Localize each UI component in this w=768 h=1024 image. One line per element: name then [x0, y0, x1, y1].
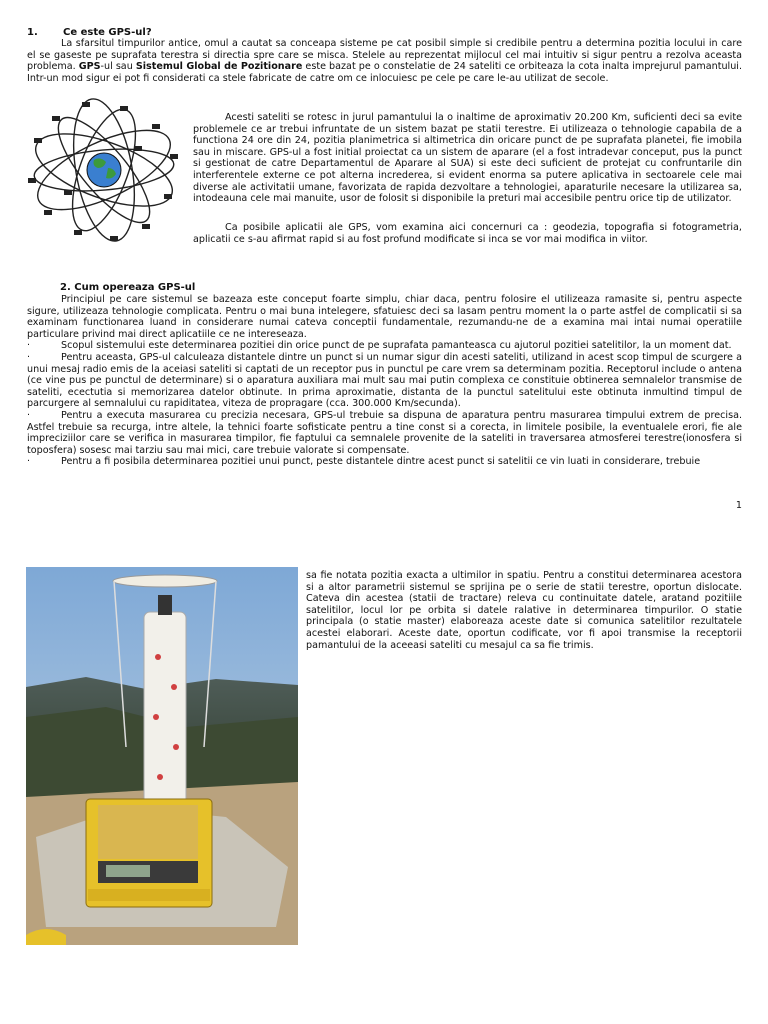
section-1-title: Ce este GPS-ul? [63, 27, 152, 38]
page-number: 1 [735, 500, 742, 511]
section-1-heading [27, 27, 152, 38]
list-item: · Pentru aceasta, GPS-ul calculeaza distantele dintre un punct si un numar sigur din acesti sateliti, utilizand in acest scop timpul de scurgere a unui mesaj radio emis de la aceiasi sateliti si captati de un receptor pus in punctul pe care vrem sa determinam pozitia. Receptorul include o antena (ce vine pus pe punctul de determinare) si o aparatura auxiliara mai mult sau mai putin complexa ce constituie obtinerea semnalelor transmise de sateliti, ecectutia si memorizarea datelor obtinute. In prima aproximatie, distanta de la punctul satelitului este obtinuta inmultind timpul de parcurgere al semnalului cu rapiditatea, viteza de propragare (cca. 300.000 Km/secunda). [27, 351, 742, 410]
satellites-paragraph: Acesti sateliti se rotesc in jurul pamantului la o inaltime de aproximativ 20.200 Km, suficienti deci sa evite problemele ce ar trebui infruntate de un sistem bazat pe statii terestre. Ei utilizeaza o tehnologie capabila de a functiona 24 ore din 24, pozitia planimetrica si altimetrica din oricare punct de pe suprafata planetei, fie imobila sau in miscare. GPS-ul a fost initial proiectat ca un sistem de aparare (el a fost intradevar conceput, pus la punct si gestionat de catre Departamentul de Aparare al SUA) si este deci suficient de protejat cu confruntarile din interferentele externe ce pot alterna increderea, si evident enorma sa putere aplicativa in sectoarele cele mai diverse ale activitatii umane, favorizata de rapida dezvoltare a tehnologiei, aparaturile necesare la utilizarea sa, intodeauna cele mai manuite, usor de folosit si disponibile la preturi mai accesibile pentru orice tip de utilizator. [193, 112, 742, 205]
bullet-marker: · [27, 351, 31, 363]
list-item: · Scopul sistemului este determinarea pozitiei din orice punct de pe suprafata pamanteasca cu ajutorul pozitiei satelitilor, la un moment dat. [27, 340, 732, 352]
continuation-paragraph: sa fie notata pozitia exacta a ultimilor in spatiu. Pentru a constitui determinarea acestora si a altor parametrii sistemul se sprijina pe o serie de statii terestre, oportun dislocate. Cateva din acestea (statii de tractare) releva cu continuitate datele, aratand pozitiile satelitilor, locul lor pe orbita si datele ralative in determinarea timpurilor. O statie principala (o statie master) elaboreaza aceste date si comunica satelitilor rezultatele acestei elaborari. Aceste date, oportun codificate, vor fi apoi transmise la receptorii pamantului de la aceeasi sateliti cu mesajul ca sa fie trimis. [306, 570, 742, 651]
bullet-marker: · [27, 456, 31, 468]
gps-constellation-illustration [24, 98, 184, 246]
document-page-2 [0, 548, 768, 1024]
list-item: · Pentru a fi posibila determinarea pozitiei unui punct, peste distantele dintre acest punct si satelitii ce vin luati in considerare, trebuie [27, 456, 701, 468]
gps-receiver-photo [26, 567, 298, 945]
section-2-heading: 2. Cum opereaza GPS-ul [60, 282, 196, 293]
applications-paragraph: Ca posibile aplicatii ale GPS, vom examina aici concernuri ca : geodezia, topografia si fotogrametria, aplicatii ce s-au afirmat rapid si au fost profund modificate si inca se vor mai modifica in viitor. [193, 222, 742, 245]
section-1-number: 1. [27, 27, 38, 38]
section-2-body [27, 294, 742, 468]
bullet-marker: · [27, 340, 31, 352]
bullet-marker: · [27, 409, 31, 421]
principle-paragraph: Principiul pe care sistemul se bazeaza este conceput foarte simplu, chiar daca, pentru folosire el utilizeaza ramasite si, pentru aspecte sigure, utilizeaza tehnologie complicata. Pentru o mai buna intelegere, sfatuiesc deci sa lasam pentru moment la o parte astfel de complicatii si sa examinam functionarea luand in considerare numai cateva conceptii fundamentale, rezumandu-ne de a examina mai intai numai operatiile particulare privind mai direct aplicatiile ce ne intereseaza. [27, 294, 742, 340]
list-item: · Pentru a executa masurarea cu precizia necesara, GPS-ul trebuie sa dispuna de aparatura pentru masurarea timpului extrem de precisa. Astfel trebuie sa recurga, intre altele, la tehnici foarte sofisticate pentru a tine const si a corecta, in limitele posibile, la eventualele erori, fie ale impreciziilor care se verifica in masurarea timpilor, fie faptului ca semnalele provenite de la sateliti in traversarea atmosferei terestre(ionosfera si toposfera) sosesc mai tarziu sau mai mici, care trebuie valorate si compensate. [27, 409, 742, 456]
intro-paragraph: La sfarsitul timpurilor antice, omul a cautat sa conceapa sisteme pe cat posibil simple si credibile pentru a determina pozitia locului in care el se gaseste pe suprafata terestra si directia spre care se misca. Stelele au reprezentat mijlocul cel mai intuitiv si sigur pentru a rezolva aceasta problema. GPS-ul sau Sistemul Global de Pozitionare este bazat pe o constelatie de 24 sateliti ce orbiteaza la cota inalta imprejurul pamantului. Intr-un mod sigur ei pot fi considerati ca stele fabricate de catre om ce inlocuiesc pe cele pe care le-au utilizat de secole. [27, 38, 743, 84]
